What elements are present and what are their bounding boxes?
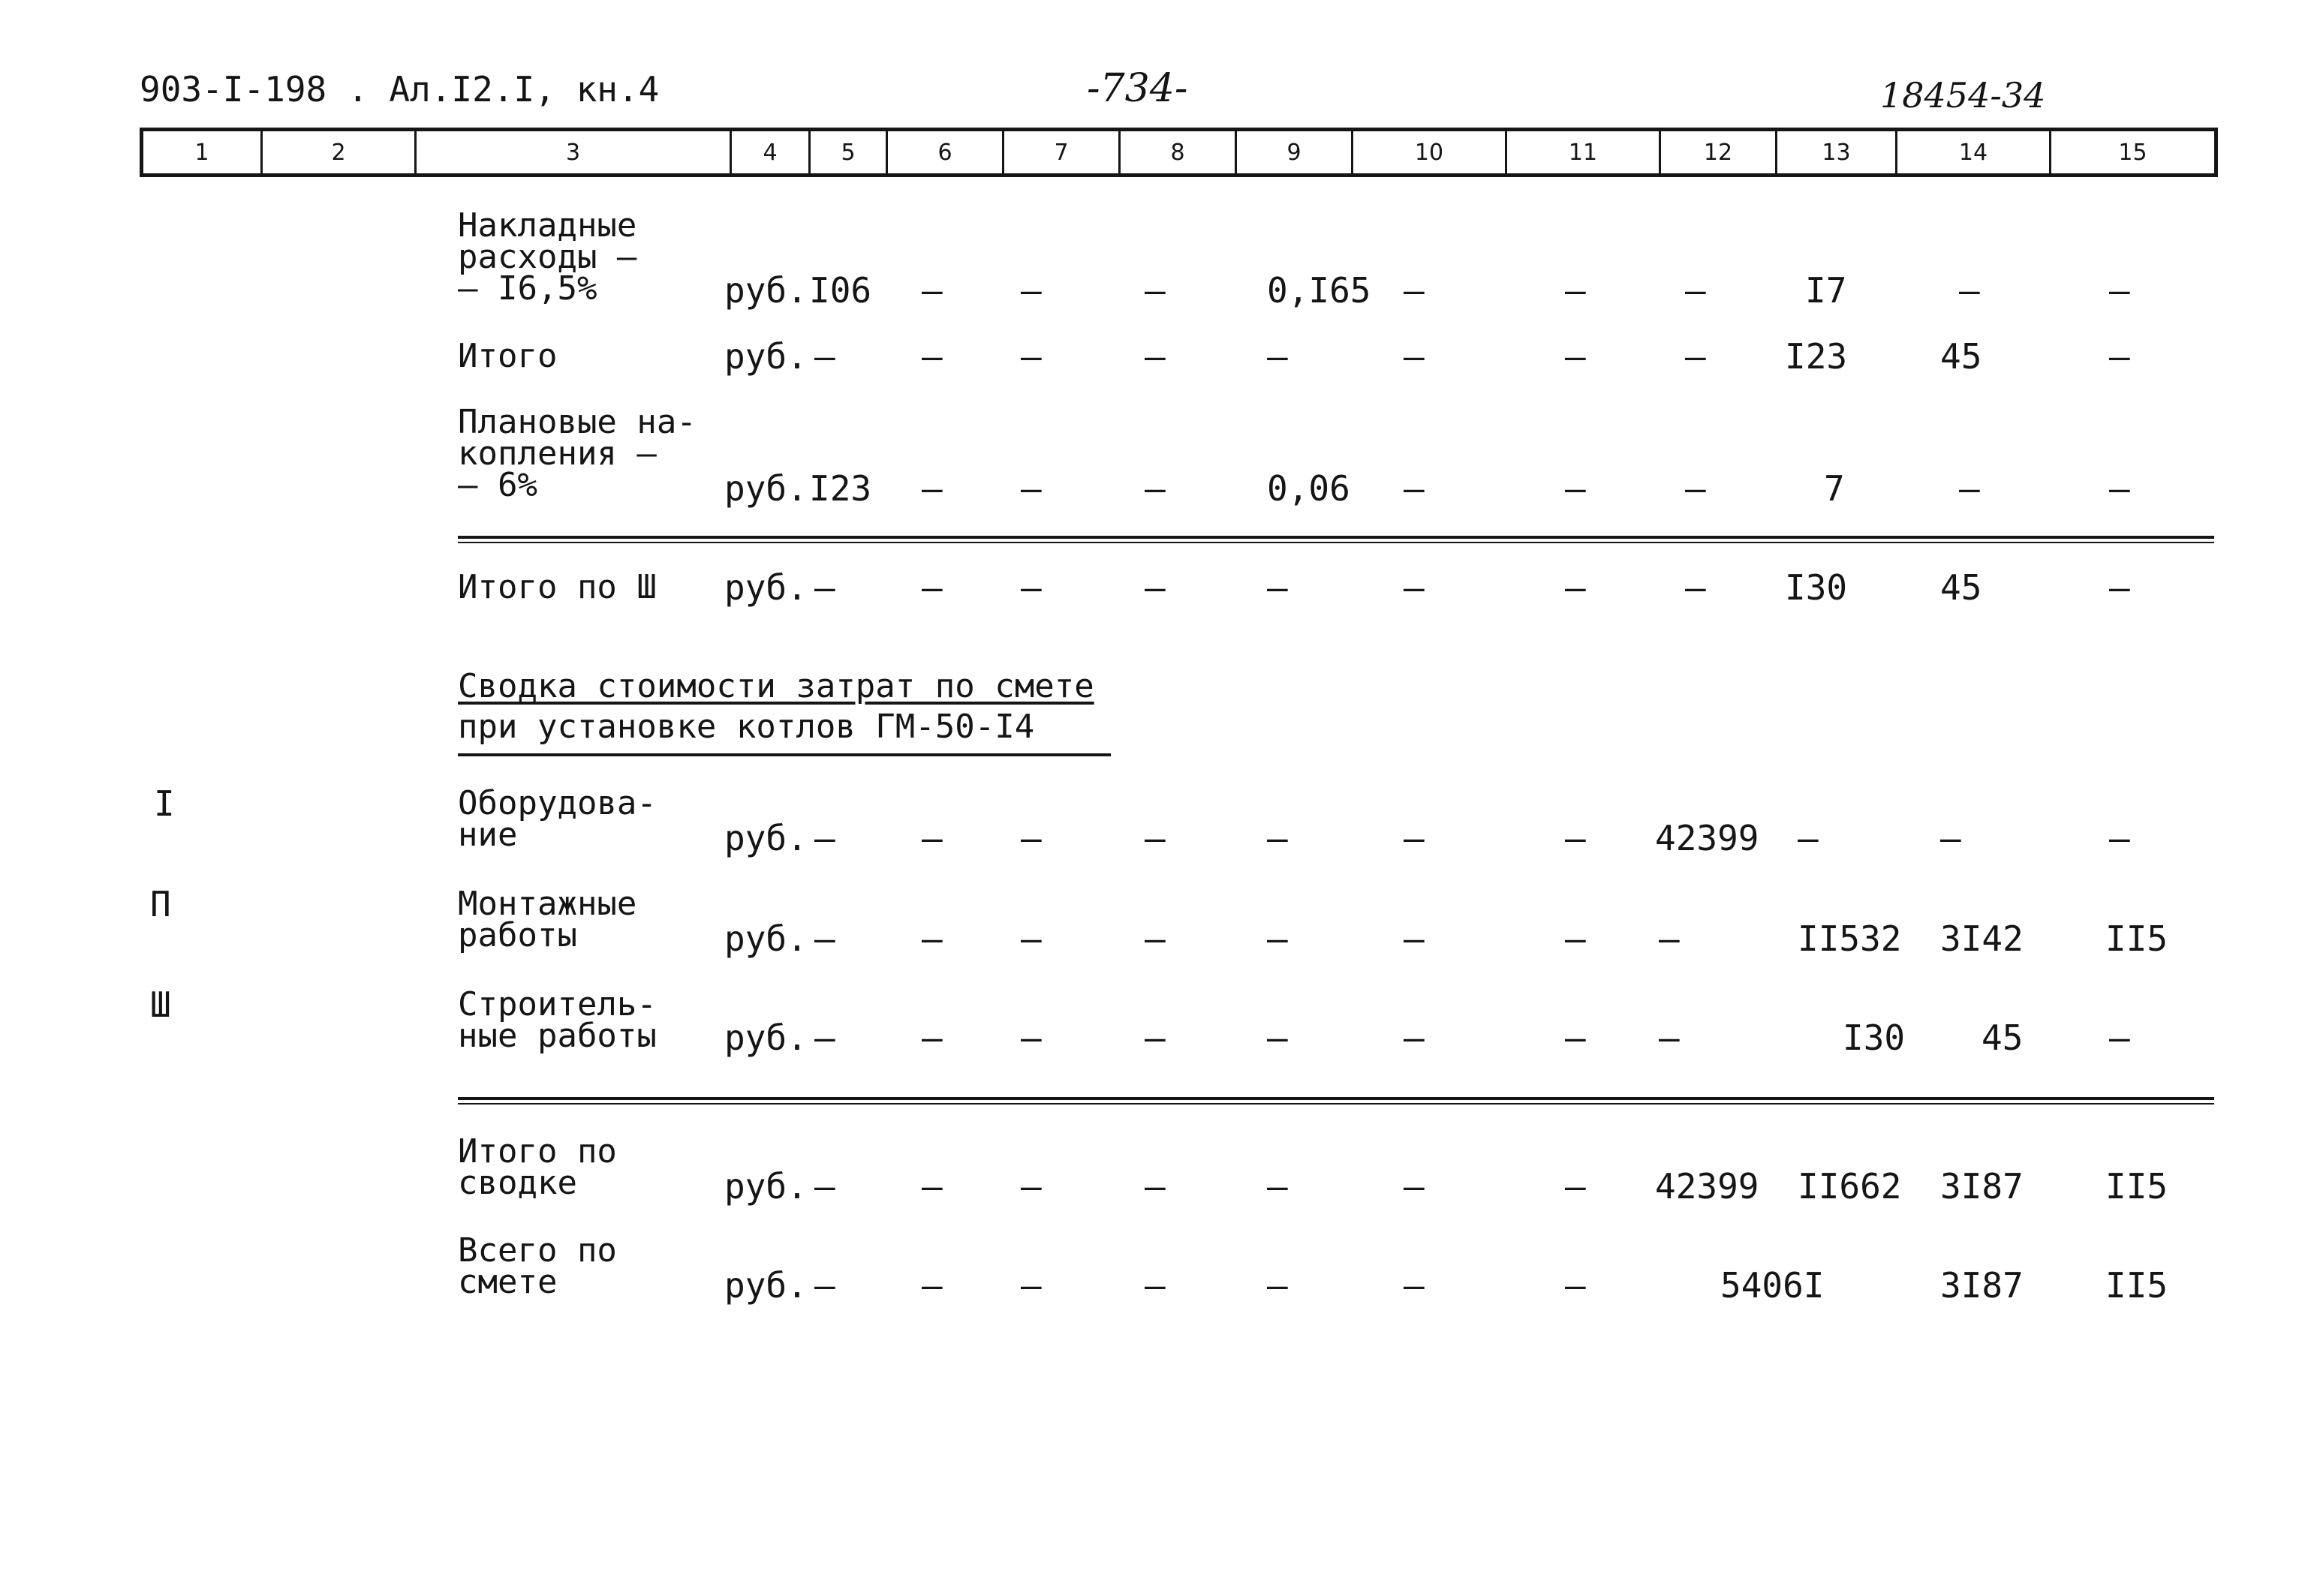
row-overhead-c10: – <box>1404 270 1425 311</box>
row-grand-total-c5: – <box>814 1265 835 1306</box>
row-summary-total-c15: II5 <box>2105 1166 2168 1207</box>
row-build-c10: – <box>1404 1017 1425 1058</box>
row-build-c5: – <box>814 1017 835 1058</box>
row-install-c14: 3I42 <box>1940 918 2024 959</box>
row-equipment-c15: – <box>2109 818 2130 858</box>
row-install-c15: II5 <box>2105 918 2168 959</box>
row-planned-c12: – <box>1685 468 1706 509</box>
row-grand-total-c7: – <box>1021 1265 1042 1306</box>
row-overhead-c15: – <box>2109 270 2130 311</box>
row-total-c6: – <box>922 336 943 377</box>
row-equipment-c5: – <box>814 818 835 858</box>
row-grand-total-c8: – <box>1145 1265 1166 1306</box>
row-install-c10: – <box>1404 918 1425 959</box>
col-num-2: 2 <box>262 130 416 176</box>
row-build-c12: – <box>1659 1017 1680 1058</box>
row-overhead-c6: – <box>922 270 943 311</box>
column-number-header <box>140 128 2218 177</box>
row-total-c13: I23 <box>1785 336 1848 377</box>
row-overhead-name: Накладные расходы – – I6,5% <box>458 206 637 308</box>
row-overhead-unit: руб. <box>724 270 808 311</box>
row-grand-total-c11: – <box>1565 1265 1586 1306</box>
row-total-c14: 45 <box>1940 336 1982 377</box>
row-total-c15: – <box>2109 336 2130 377</box>
row-overhead-c5: I06 <box>809 270 872 311</box>
row-build-c9: – <box>1267 1017 1288 1058</box>
row-overhead-c13: I7 <box>1805 270 1847 311</box>
row-total3-name: Итого по Ш <box>458 568 657 606</box>
row-total3-c13: I30 <box>1785 567 1848 608</box>
row-total3-unit: руб. <box>724 567 808 608</box>
archive-number: 18454-34 <box>1880 75 2046 116</box>
row-total3-c15: – <box>2109 567 2130 608</box>
row-install-c5: – <box>814 918 835 959</box>
row-overhead-c14: – <box>1959 270 1980 311</box>
row-equipment-c9: – <box>1267 818 1288 858</box>
row-total3-c12: – <box>1685 567 1706 608</box>
col-num-13: 13 <box>1777 130 1897 176</box>
row-build-c8: – <box>1145 1017 1166 1058</box>
row-total-c5: – <box>814 336 835 377</box>
row-total3-c14: 45 <box>1940 567 1982 608</box>
row-summary-total-c12: 42399 <box>1655 1166 1759 1207</box>
row-total-c7: – <box>1021 336 1042 377</box>
row-grand-total-c9: – <box>1267 1265 1288 1306</box>
row-total-c8: – <box>1145 336 1166 377</box>
row-planned-c13: 7 <box>1824 468 1845 509</box>
row-summary-total-unit: руб. <box>724 1166 808 1207</box>
row-overhead-c9: 0,I65 <box>1267 270 1371 311</box>
row-planned-c8: – <box>1145 468 1166 509</box>
col-num-15: 15 <box>2051 130 2216 176</box>
row-equipment-c14: – <box>1940 818 1961 858</box>
col-num-10: 10 <box>1353 130 1506 176</box>
row-overhead-c12: – <box>1685 270 1706 311</box>
row-summary-total-c14: 3I87 <box>1940 1166 2024 1207</box>
totals-separator-2 <box>458 1103 2214 1105</box>
row-grand-total-unit: руб. <box>724 1265 808 1306</box>
row-planned-c6: – <box>922 468 943 509</box>
row-grand-total-name: Всего по смете <box>458 1231 617 1301</box>
col-num-4: 4 <box>731 130 810 176</box>
row-install-c9: – <box>1267 918 1288 959</box>
row-total3-c10: – <box>1404 567 1425 608</box>
row-grand-total-c10: – <box>1404 1265 1425 1306</box>
row-planned-c9: 0,06 <box>1267 468 1350 509</box>
row-overhead-c8: – <box>1145 270 1166 311</box>
col-num-6: 6 <box>887 130 1004 176</box>
row-planned-name: Плановые на- копления – – 6% <box>458 403 697 504</box>
row-install-c13: II532 <box>1798 918 1902 959</box>
row-summary-total-c11: – <box>1565 1166 1586 1207</box>
row-equipment-c7: – <box>1021 818 1042 858</box>
totals-separator <box>458 1097 2214 1100</box>
row-planned-c10: – <box>1404 468 1425 509</box>
row-install-c6: – <box>922 918 943 959</box>
row-total3-c8: – <box>1145 567 1166 608</box>
row-equipment-c13: – <box>1798 818 1819 858</box>
row-total3-c7: – <box>1021 567 1042 608</box>
row-grand-total-c12-13: 5406I <box>1720 1265 1825 1306</box>
col-num-12: 12 <box>1660 130 1777 176</box>
row-planned-unit: руб. <box>724 468 808 509</box>
row-install-name: Монтажные работы <box>458 885 637 954</box>
row-planned-c5: I23 <box>809 468 872 509</box>
row-total-unit: руб. <box>724 336 808 377</box>
row-summary-total-c10: – <box>1404 1166 1425 1207</box>
row-overhead-c7: – <box>1021 270 1042 311</box>
row-total3-c9: – <box>1267 567 1288 608</box>
doc-code: 903-I-198 . Ал.I2.I, кн.4 <box>140 69 660 110</box>
col-num-1: 1 <box>194 139 209 166</box>
col-num-14: 14 <box>1897 130 2051 176</box>
row-summary-total-c13: II662 <box>1798 1166 1902 1207</box>
row-build-c7: – <box>1021 1017 1042 1058</box>
row-planned-c11: – <box>1565 468 1586 509</box>
row-install-unit: руб. <box>724 918 808 959</box>
section-separator <box>458 536 2214 539</box>
row-install-roman: П <box>150 884 171 924</box>
row-summary-total-c5: – <box>814 1166 835 1207</box>
row-grand-total-c14: 3I87 <box>1940 1265 2024 1306</box>
row-summary-total-c7: – <box>1021 1166 1042 1207</box>
row-build-name: Строитель- ные работы <box>458 985 657 1055</box>
row-total-c9: – <box>1267 336 1288 377</box>
row-equipment-c12: 42399 <box>1655 818 1759 858</box>
row-equipment-c8: – <box>1145 818 1166 858</box>
row-equipment-c6: – <box>922 818 943 858</box>
row-equipment-c10: – <box>1404 818 1425 858</box>
col-num-8: 8 <box>1120 130 1236 176</box>
row-build-c14: 45 <box>1982 1017 2024 1058</box>
row-total-c12: – <box>1685 336 1706 377</box>
page-number: -734- <box>1087 66 1188 111</box>
row-planned-c15: – <box>2109 468 2130 509</box>
row-build-c11: – <box>1565 1017 1586 1058</box>
col-num-5: 5 <box>810 130 887 176</box>
row-build-c15: – <box>2109 1017 2130 1058</box>
row-total-name: Итого <box>458 337 558 375</box>
col-num-11: 11 <box>1506 130 1660 176</box>
row-total3-c5: – <box>814 567 835 608</box>
row-total-c11: – <box>1565 336 1586 377</box>
row-overhead-c11: – <box>1565 270 1586 311</box>
row-total3-c6: – <box>922 567 943 608</box>
row-total3-c11: – <box>1565 567 1586 608</box>
row-planned-c7: – <box>1021 468 1042 509</box>
row-planned-c14: – <box>1959 468 1980 509</box>
row-total-c10: – <box>1404 336 1425 377</box>
row-summary-total-c9: – <box>1267 1166 1288 1207</box>
summary-title: Сводка стоимости затрат по смете при установке котлов ГМ-50-I4 <box>458 667 1094 746</box>
row-equipment-roman: I <box>154 783 175 824</box>
row-build-unit: руб. <box>724 1017 808 1058</box>
row-install-c8: – <box>1145 918 1166 959</box>
row-build-c13: I30 <box>1843 1017 1906 1058</box>
row-equipment-name: Оборудова- ние <box>458 784 657 854</box>
row-install-c7: – <box>1021 918 1042 959</box>
row-build-roman: Ш <box>150 984 171 1025</box>
row-summary-total-c8: – <box>1145 1166 1166 1207</box>
col-num-9: 9 <box>1236 130 1353 176</box>
row-equipment-unit: руб. <box>724 818 808 858</box>
row-summary-total-name: Итого по сводке <box>458 1132 617 1202</box>
row-grand-total-c15: II5 <box>2105 1265 2168 1306</box>
row-build-c6: – <box>922 1017 943 1058</box>
row-install-c11: – <box>1565 918 1586 959</box>
section-separator-2 <box>458 542 2214 543</box>
row-install-c12: – <box>1659 918 1680 959</box>
summary-title-underline <box>458 753 1111 756</box>
col-num-7: 7 <box>1004 130 1120 176</box>
col-num-3: 3 <box>416 130 731 176</box>
row-equipment-c11: – <box>1565 818 1586 858</box>
row-summary-total-c6: – <box>922 1166 943 1207</box>
row-grand-total-c6: – <box>922 1265 943 1306</box>
